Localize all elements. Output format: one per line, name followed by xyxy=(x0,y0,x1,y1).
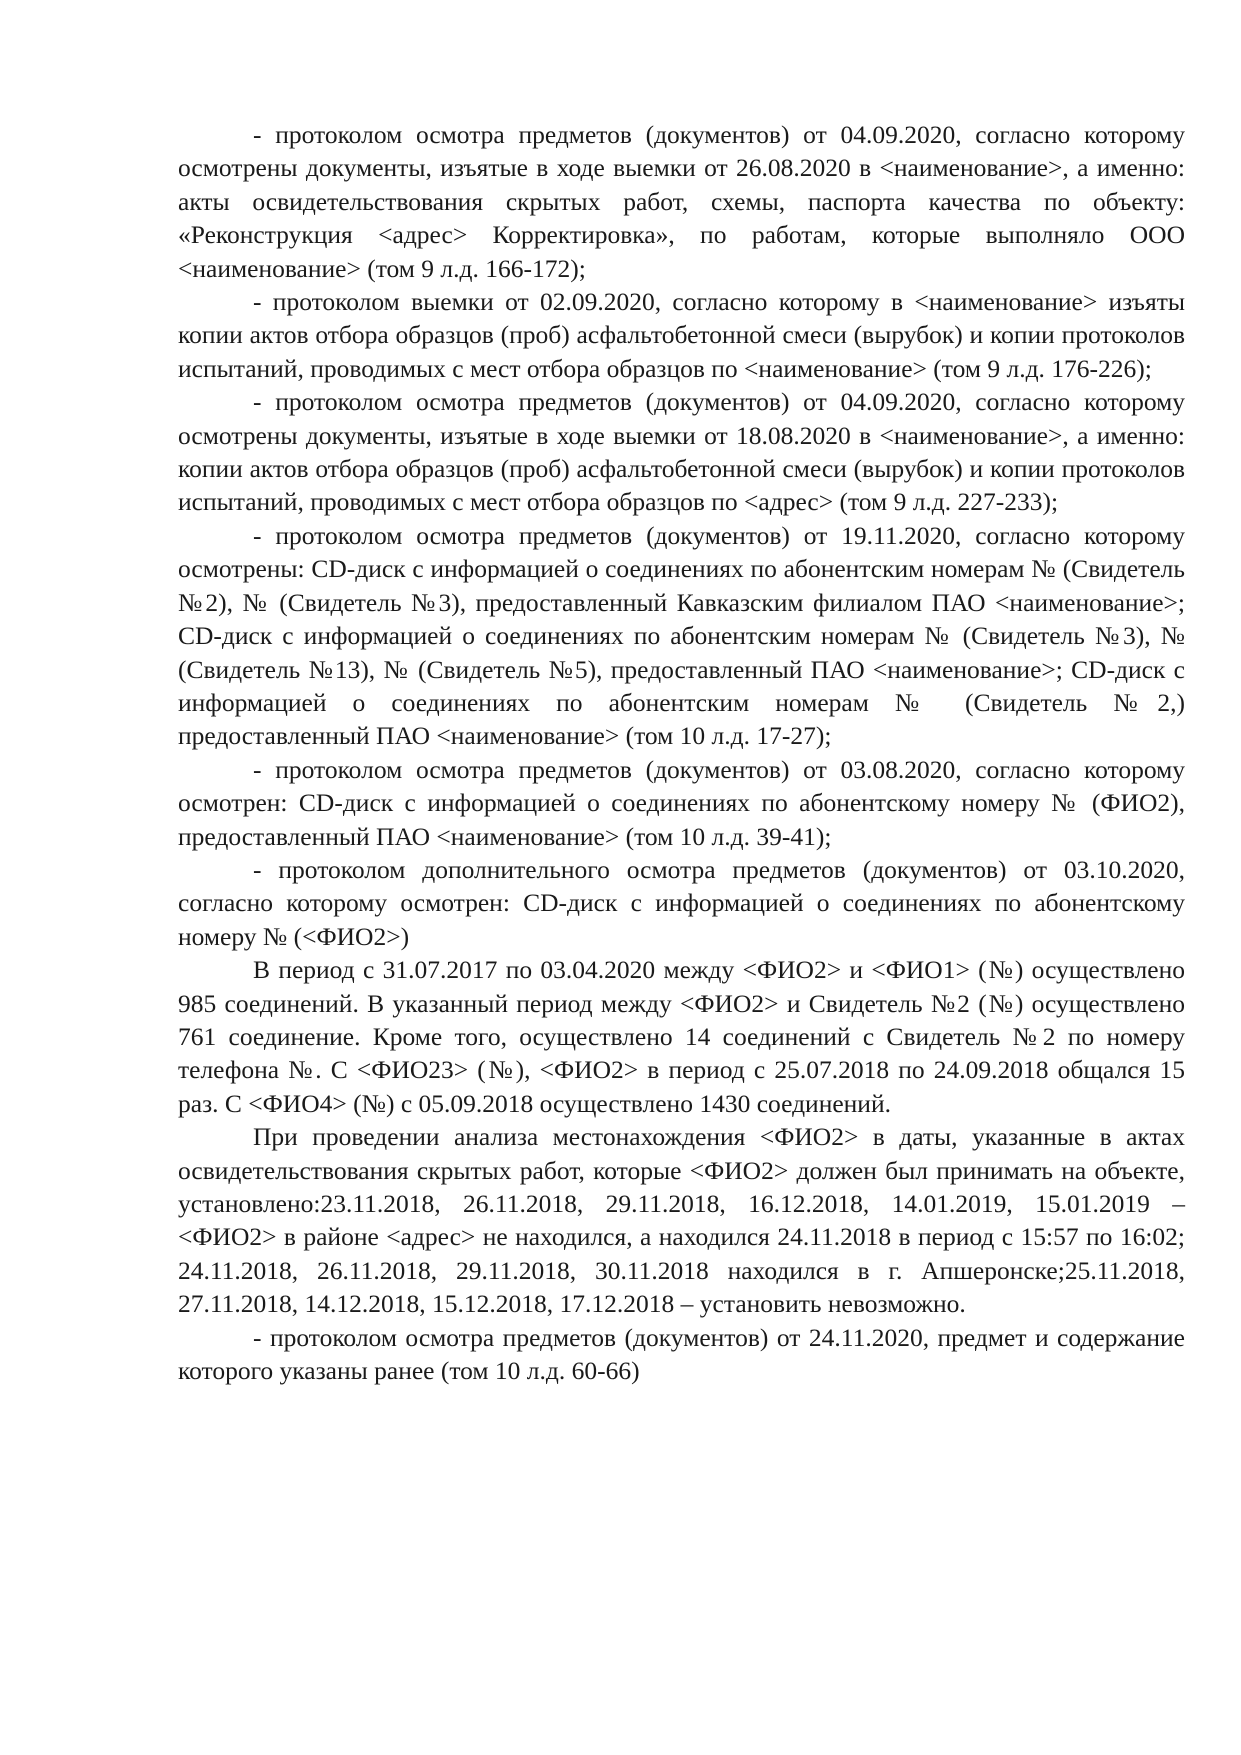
paragraph-protocol-inspection-04-09-2020-b: - протоколом осмотра предметов (документов) от 04.09.2020, согласно которому осмотрены документы, изъятые в ходе выемки от 18.08.2020 в <наименование>, а именно: копии актов отбора образцов (проб) асфальтобетонной смеси (вырубок) и копии протоколов испытаний, проводимых с мест отбора образцов по <адрес> (том 9 л.д. 227-233); xyxy=(178,387,1185,517)
paragraph-location-analysis: При проведении анализа местонахождения <ФИО2> в даты, указанные в актах освидетельствования скрытых работ, которые <ФИО2> должен был принимать на объекте, установлено:23.11.2018, 26.11.2018, 29.11.2018, 16.12.2018, 14.01.2019, 15.01.2019 – <ФИО2> в районе <адрес> не находился, а находился 24.11.2018 в период с 15:57 по 16:02; 24.11.2018, 26.11.2018, 29.11.2018, 30.11.2018 находился в г. Апшеронске;25.11.2018, 27.11.2018, 14.12.2018, 15.12.2018, 17.12.2018 – установить невозможно. xyxy=(178,1122,1185,1319)
paragraph-protocol-seizure-02-09-2020: - протоколом выемки от 02.09.2020, согласно которому в <наименование> изъяты копии актов отбора образцов (проб) асфальтобетонной смеси (вырубок) и копии протоколов испытаний, проводимых с мест отбора образцов по <наименование> (том 9 л.д. 176-226); xyxy=(178,287,1185,383)
paragraph-protocol-additional-inspection-03-10-2020: - протоколом дополнительного осмотра предметов (документов) от 03.10.2020, согласно которому осмотрен: CD-диск с информацией о соединениях по абонентскому номеру № (<ФИО2>) xyxy=(178,854,1185,951)
document-body xyxy=(178,118,1185,1387)
paragraph-protocol-inspection-19-11-2020: - протоколом осмотра предметов (документов) от 19.11.2020, согласно которому осмотрены: CD-диск с информацией о соединениях по абонентским номерам № (Свидетель №2), № (Свидетель №3), предоставленный Кавказским филиалом ПАО <наименование>; CD-диск с информацией о соединениях по абонентским номерам № (Свидетель №3), № (Свидетель №13), № (Свидетель №5), предоставленный ПАО <наименование>; CD-диск с информацией о соединениях по абонентским номерам № (Свидетель №2,) предоставленный ПАО <наименование> (том 10 л.д. 17-27); xyxy=(178,520,1185,751)
paragraph-protocol-inspection-04-09-2020-a: - протоколом осмотра предметов (документов) от 04.09.2020, согласно которому осмотрены документы, изъятые в ходе выемки от 26.08.2020 в <наименование>, а именно: акты освидетельствования скрытых работ, схемы, паспорта качества по объекту: «Реконструкция <адрес> Корректировка», по работам, которые выполняло ООО <наименование> (том 9 л.д. 166-172); xyxy=(178,120,1185,283)
paragraph-connections-summary: В период с 31.07.2017 по 03.04.2020 между <ФИО2> и <ФИО1> (№) осуществлено 985 соединений. В указанный период между <ФИО2> и Свидетель №2 (№) осуществлено 761 соединение. Кроме того, осуществлено 14 соединений с Свидетель №2 по номеру телефона №. С <ФИО23> (№), <ФИО2> в период с 25.07.2018 по 24.09.2018 общался 15 раз. С <ФИО4> (№) с 05.09.2018 осуществлено 1430 соединений. xyxy=(178,955,1185,1118)
paragraph-protocol-inspection-03-08-2020: - протоколом осмотра предметов (документов) от 03.08.2020, согласно которому осмотрен: CD-диск с информацией о соединениях по абонентскому номеру № (ФИО2), предоставленный ПАО <наименование> (том 10 л.д. 39-41); xyxy=(178,754,1185,851)
paragraph-protocol-inspection-24-11-2020: - протоколом осмотра предметов (документов) от 24.11.2020, предмет и содержание которого указаны ранее (том 10 л.д. 60-66) xyxy=(178,1322,1185,1386)
